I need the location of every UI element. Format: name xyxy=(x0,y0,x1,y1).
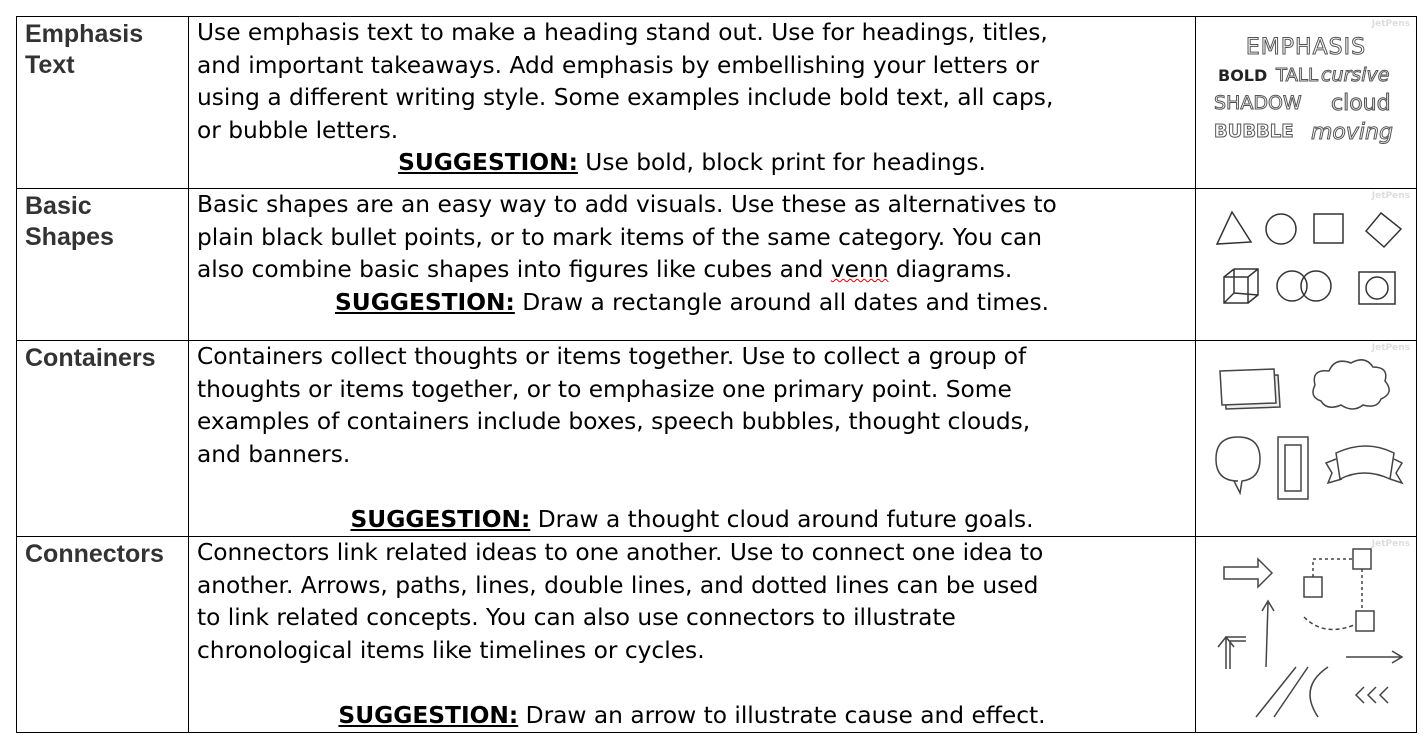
word-shadow: SHADOW xyxy=(1214,92,1302,114)
word-bold: BOLD xyxy=(1218,66,1268,85)
path-connector xyxy=(1256,667,1328,717)
description-line: and important takeaways. Add emphasis by embellishing your letters or xyxy=(197,51,1040,79)
dotted-connector xyxy=(1313,559,1362,611)
table-row xyxy=(17,341,1417,537)
banner xyxy=(1326,446,1402,483)
diamond-shape xyxy=(1366,213,1401,247)
heading-line: Connectors xyxy=(25,540,164,568)
circle-shape xyxy=(1266,214,1296,244)
word-tall: TALL xyxy=(1276,65,1318,86)
box-container xyxy=(1220,369,1276,405)
suggestion-text: Draw an arrow to illustrate cause and effect. xyxy=(518,701,1046,729)
row-heading xyxy=(17,17,189,189)
suggestion xyxy=(197,147,1187,180)
emphasis-lettering-illustration xyxy=(1196,17,1416,187)
description-line: Connectors link related ideas to one another. Use to connect one idea to xyxy=(197,539,1044,566)
row-description xyxy=(189,17,1196,189)
description-line: Use emphasis text to make a heading stand out. Use for headings, titles, xyxy=(197,19,1048,46)
heading-line: Text xyxy=(25,51,75,79)
double-line-arrow xyxy=(1218,637,1246,669)
description-line: plain black bullet points, or to mark items of the same category. You can xyxy=(197,223,1043,251)
description-line: to link related concepts. You can also use connectors to illustrate xyxy=(197,604,956,631)
suggestion-label: SUGGESTION: xyxy=(335,288,515,316)
suggestion-label: SUGGESTION: xyxy=(350,505,531,533)
row-heading xyxy=(17,341,189,537)
heading-line: Shapes xyxy=(25,223,114,251)
spellcheck-word[interactable]: venn xyxy=(830,256,889,283)
description-line: another. Arrows, paths, lines, double lines, and dotted lines can be used xyxy=(197,571,1039,599)
spacer xyxy=(197,667,1187,700)
thought-cloud xyxy=(1313,360,1389,409)
word-bubble: BUBBLE xyxy=(1214,121,1294,142)
containers-image xyxy=(1196,341,1417,537)
suggestion-text: Draw a thought cloud around future goals. xyxy=(530,505,1034,533)
triangle-shape xyxy=(1217,212,1251,244)
description-line: Containers collect thoughts or items together. Use to collect a group of xyxy=(197,343,1027,370)
visual-notes-table xyxy=(16,16,1417,733)
speech-bubble xyxy=(1216,437,1260,493)
arrow-line xyxy=(1346,651,1402,663)
chevron-arrows xyxy=(1356,687,1388,703)
cube-shape xyxy=(1224,269,1258,303)
row-description xyxy=(189,537,1196,733)
text: diagrams. xyxy=(888,256,1013,283)
text: also combine basic shapes into figures like cubes and xyxy=(197,256,831,283)
description-line: using a different writing style. Some examples include bold text, all caps, xyxy=(197,84,1054,111)
basic-shapes-illustration xyxy=(1196,189,1416,339)
watermark: JetPens xyxy=(1371,343,1410,353)
description-line: chronological items like timelines or cycles. xyxy=(197,636,705,664)
suggestion xyxy=(197,287,1187,320)
description-line: thoughts or items together, or to emphasize one primary point. Some xyxy=(197,375,1012,403)
row-heading xyxy=(17,537,189,733)
watermark: JetPens xyxy=(1371,19,1410,29)
description-line xyxy=(197,254,1187,287)
heading-line: Basic xyxy=(25,192,92,220)
venn-circle xyxy=(1277,271,1307,301)
suggestion-label: SUGGESTION: xyxy=(338,701,519,729)
heading-line: Emphasis xyxy=(25,20,144,48)
table-row xyxy=(17,537,1417,733)
heading-line: Containers xyxy=(25,344,156,372)
row-description xyxy=(189,189,1196,341)
shapes-image xyxy=(1196,189,1417,341)
table-row xyxy=(17,17,1417,189)
word-moving: moving xyxy=(1311,120,1393,145)
square-shape xyxy=(1314,214,1343,243)
line-arrow xyxy=(1262,601,1274,667)
block-arrow xyxy=(1224,559,1272,587)
word-cursive: cursive xyxy=(1321,64,1390,86)
word-cloud: cloud xyxy=(1331,91,1391,116)
suggestion xyxy=(197,700,1187,733)
box-node xyxy=(1356,611,1374,631)
description-line: and banners. xyxy=(197,440,351,468)
watermark: JetPens xyxy=(1371,191,1410,201)
dashed-curve xyxy=(1304,617,1354,630)
spacer xyxy=(197,471,1187,504)
description-line: or bubble letters. xyxy=(197,116,399,144)
frame-inner xyxy=(1285,445,1301,491)
description-line: Basic shapes are an easy way to add visuals. Use these as alternatives to xyxy=(197,191,1057,218)
row-description xyxy=(189,341,1196,537)
description-line: examples of containers include boxes, speech bubbles, thought clouds, xyxy=(197,408,1031,435)
connectors-illustration xyxy=(1196,537,1416,729)
box-node xyxy=(1304,577,1322,597)
venn-circle xyxy=(1301,271,1331,301)
word-emphasis: EMPHASIS xyxy=(1245,35,1367,60)
watermark: JetPens xyxy=(1371,539,1410,549)
table-row xyxy=(17,189,1417,341)
framed-circle xyxy=(1366,277,1388,299)
emphasis-image xyxy=(1196,17,1417,189)
suggestion xyxy=(197,504,1187,537)
suggestion-label: SUGGESTION: xyxy=(398,149,578,176)
row-heading xyxy=(17,189,189,341)
suggestion-text: Draw a rectangle around all dates and times. xyxy=(514,288,1049,316)
suggestion-text: Use bold, block print for headings. xyxy=(577,149,986,176)
containers-illustration xyxy=(1196,341,1416,531)
connectors-image xyxy=(1196,537,1417,733)
box-node xyxy=(1353,549,1371,569)
